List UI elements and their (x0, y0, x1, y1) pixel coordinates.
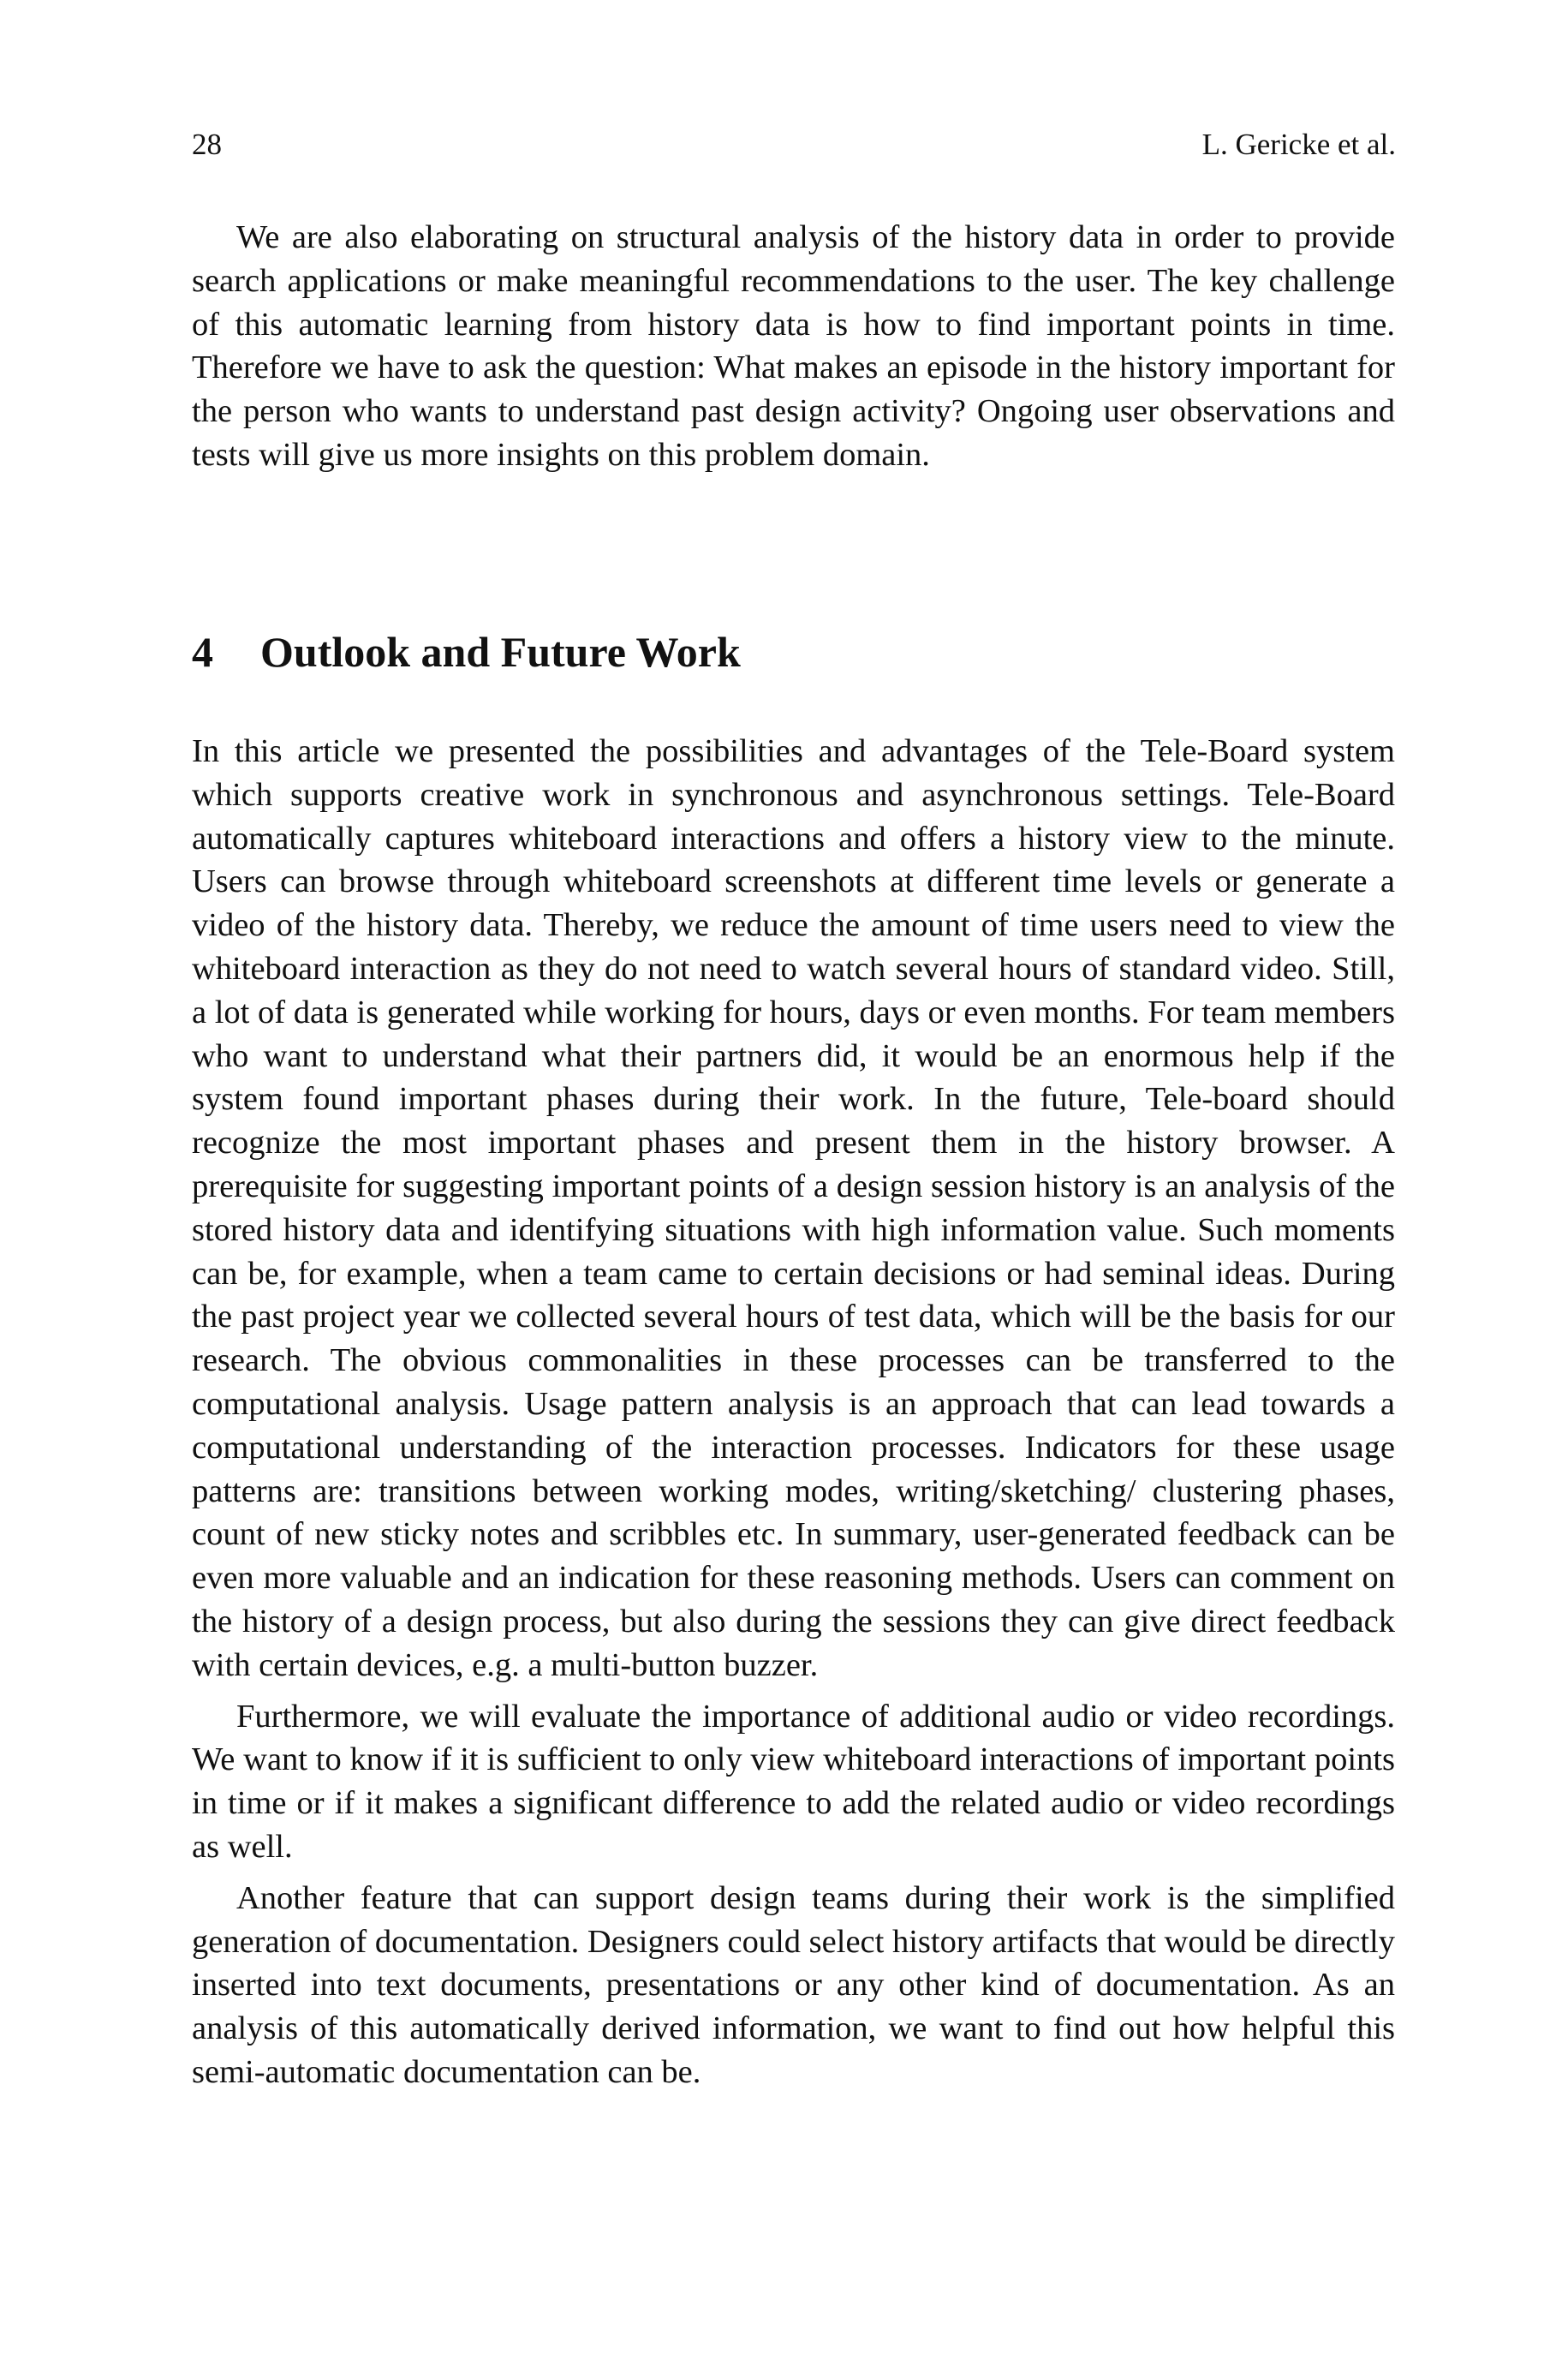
section-title: Outlook and Future Work (260, 628, 741, 676)
intro-paragraph: We are also elaborating on structural analysis of the history data in order to provide search applications or make meaningful recommendations to the user. The key challenge of this automatic learning from history data is how to find important points in time. Therefore we have to ask the question: What makes an episode in the history important for the person who wants to understand past design activity? Ongoing user observations and tests will give us more insights on this problem domain. (192, 219, 1395, 473)
page-number: 28 (192, 128, 222, 161)
section-paragraph-3: Another feature that can support design teams during their work is the simplified generation of documentation. Designers could select history artifacts that would be directly inserted into text documents, presentations or any other kind of documentation. As an analysis of this automatically derived information, we want to find out how helpful this semi-automatic documentation can be. (192, 1879, 1395, 2090)
section-heading (192, 624, 1395, 679)
section-body (192, 730, 1395, 2094)
running-header (192, 123, 1396, 166)
section-paragraph-2: Furthermore, we will evaluate the importance of additional audio or video recordings. We want to know if it is sufficient to only view whiteboard interactions of important points in time or if it makes a significant difference to add the related audio or video recordings as well. (192, 1698, 1395, 1865)
section-paragraph-1: In this article we presented the possibilities and advantages of the Tele-Board system which supports creative work in synchronous and asynchronous settings. Tele-Board automatically captures whiteboard interactions and offers a history view to the minute. Users can browse through whiteboard screenshots at different time levels or generate a video of the history data. Thereby, we reduce the amount of time users need to view the whiteboard interaction as they do not need to watch several hours of standard video. Still, a lot of data is generated while working for hours, days or even months. For team members who want to understand what their partners did, it would be an enormous help if the system found important phases during their work. In the future, Tele-board should recognize the most important phases and present them in the history browser. A prerequisite for suggesting important points of a design session history is an analysis of the stored history data and identifying situations with high information value. Such moments can be, for example, when a team came to certain decisions or had seminal ideas. During the past project year we collected several hours of test data, which will be the basis for our research. The obvious commonalities in these processes can be transferred to the computational analysis. Usage pattern analysis is an approach that can lead towards a computational understanding of the interaction processes. Indicators for these usage patterns are: transitions between working modes, writing/sketching/ clustering phases, count of new sticky notes and scribbles etc. In summary, user-generated feedback can be even more valuable and an indication for these reasoning methods. Users can comment on the history of a design process, but also during the sessions they can give direct feedback with certain devices, e.g. a multi-button buzzer. (192, 733, 1395, 1683)
intro-text-block (192, 216, 1395, 477)
running-author: L. Gericke et al. (1201, 128, 1396, 161)
section-number: 4 (192, 628, 213, 676)
